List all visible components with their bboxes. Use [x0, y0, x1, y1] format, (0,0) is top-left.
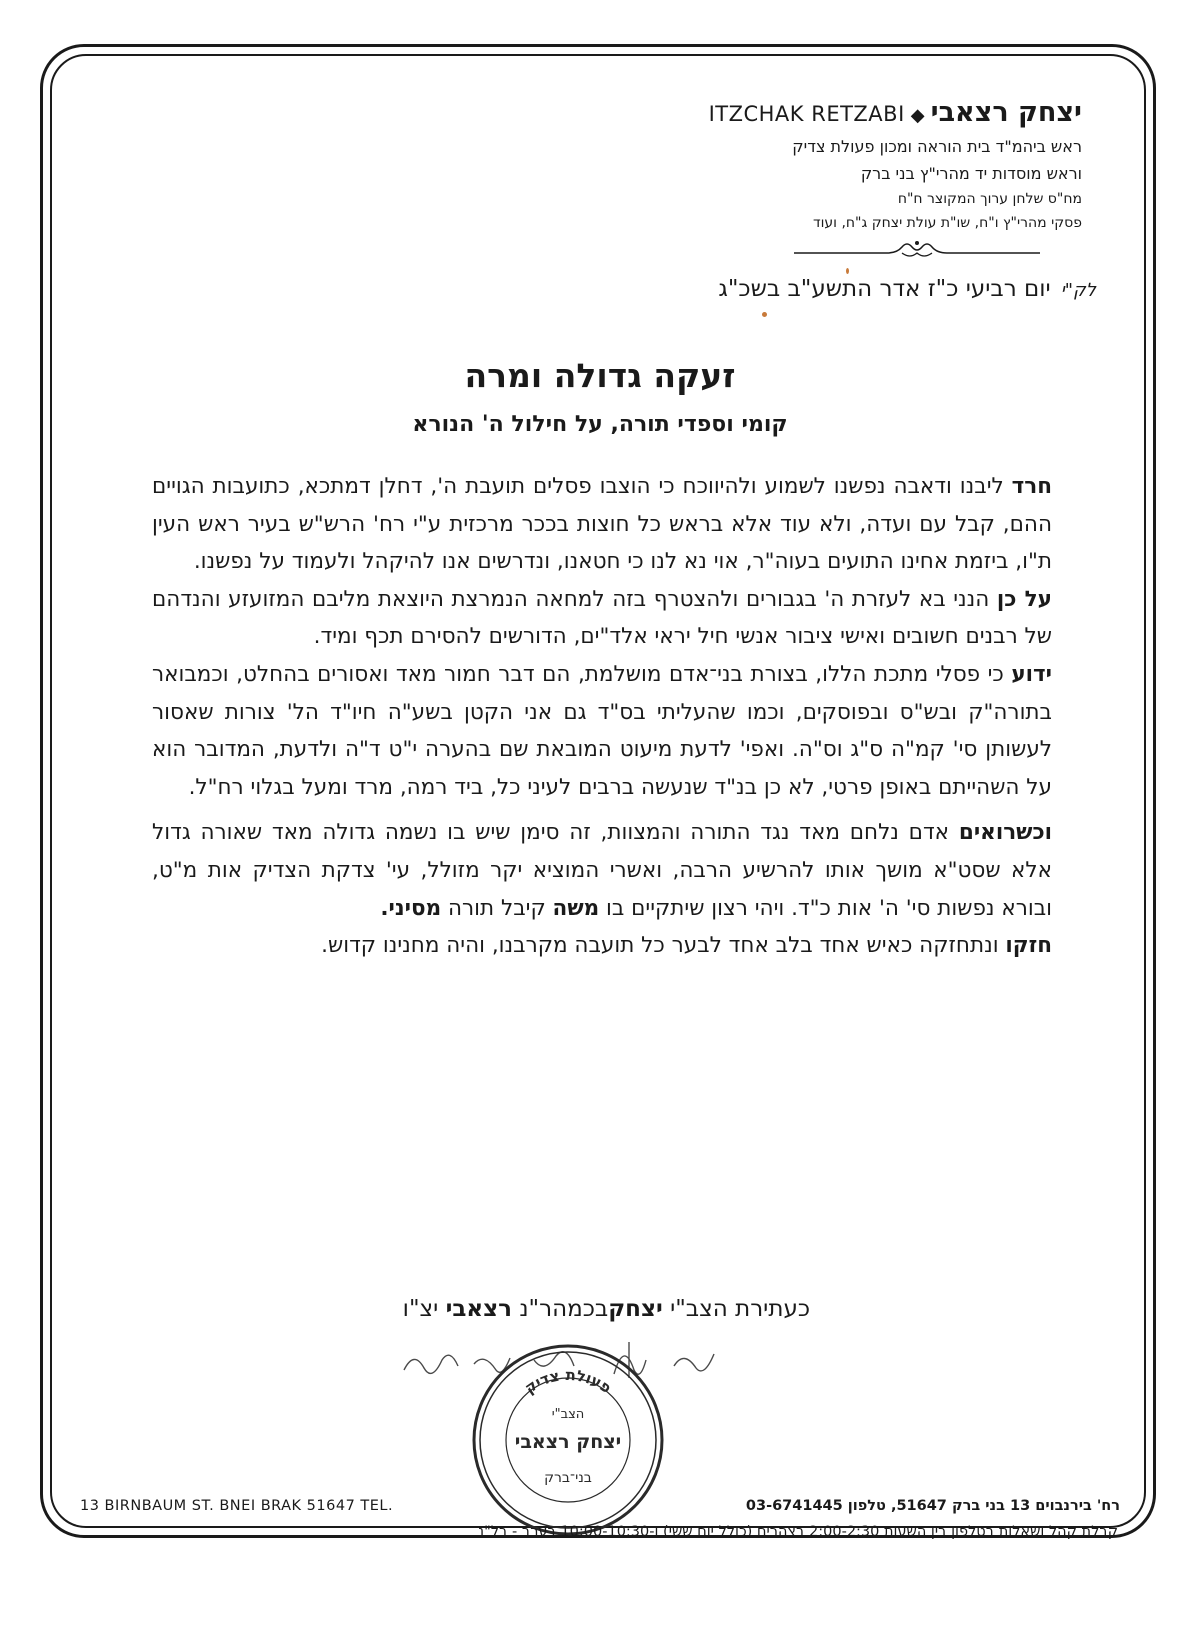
paragraph-4-text-a: אדם נלחם מאד נגד התורה והמצוות, זה סימן שיש בו נשמה גדולה מאד שאורה גדול אלא שסט"א מושך אותו להרשיע הרבה, ואשרי המוציא יקר מזולל, עי' צדקת הצדיק אות מ"ט, ובורא נפשות סי' ה' אות כ"ד. ויהי רצון שיתקיים בו	[152, 820, 1052, 921]
letter-body	[152, 468, 1052, 965]
closing-first-name: יצחק	[608, 1296, 663, 1322]
footer-address-english: 13 BIRNBAUM ST. BNEI BRAK 51647 TEL.	[80, 1498, 394, 1514]
hebrew-date: יום רביעי כ"ז אדר התשע"ב בשכ"ג	[718, 276, 1051, 302]
date-line	[396, 276, 1096, 302]
stamp-arc-text: פעולת צדיק	[521, 1365, 615, 1398]
paragraph-2-lead: על כן	[996, 586, 1052, 612]
letterhead-title-1: ראש ביהמ"ד בית הוראה ומכון פעולת צדיק	[792, 137, 1082, 156]
letterhead	[522, 96, 1082, 261]
paragraph-3-lead: ידוע	[1011, 661, 1052, 687]
paragraph-4-end: מסיני.	[380, 895, 442, 921]
footer-address-hebrew: רח' בירנבוים 13 בני ברק 51647, טלפון	[847, 1498, 1120, 1514]
closing-suffix: יצ"ו	[402, 1296, 439, 1322]
letterhead-name-english: ITZCHAK RETZABI	[708, 102, 905, 126]
closing-prefix: כעתירת הצב"י	[670, 1296, 810, 1322]
date-prefix: לק"י	[1060, 280, 1096, 301]
stamp-line-3: בני־ברק	[544, 1470, 592, 1486]
headline: זעקה גדולה ומרה	[464, 356, 736, 395]
diamond-icon: ◆	[910, 105, 925, 126]
paragraph-5-text: ונתחזקה כאיש אחד בלב אחד לבער כל תועבה מקרבנו, והיה מחנינו קדוש.	[321, 933, 999, 959]
paragraph-4-moshe: משה	[552, 895, 600, 921]
ink-speck	[846, 268, 849, 274]
letterhead-books-2: פסקי מהרי"ץ ו"ח, שו"ת עולת יצחק ג"ח, ועוד	[812, 215, 1082, 231]
closing-middle: בכמהר"נ	[519, 1296, 609, 1322]
paragraph-2-text: הנני בא לעזרת ה' בגבורים ולהצטרף בזה למחאה הנמרצת היוצאת מליבם המזועזע והנדהם של רבנים חשובים ואישי ציבור אנשי חיל יראי אלד"ים, הדורשים להסירם תכף ומיד.	[152, 586, 1052, 650]
closing-signoff	[403, 1296, 810, 1322]
footer-address-hebrew-group	[746, 1498, 1120, 1514]
paragraph-3-text: כי פסלי מתכת הללו, בצורת בני־אדם מושלמת, הם דבר חמור מאד ואסורים בהחלט, וכמבואר בתורה"ק ובש"ס ובפוסקים, וכמו שהעליתי בס"ד גם אני הקטן בשע"ה חיו"ד הל' צורות שאסור לעשותן סי' קמ"ה ס"ג וס"ה. ואפי' לדעת מיעוט המובאת שם בהערה י"ט ד"ה ולדעת, המדובר הוא על השהייתם באופן פרטי, לא כן בנ"ד שנעשה ברבים לעיני כל, ביד רמה, מרד ומעל בגלוי רח"ל.	[152, 661, 1052, 800]
paragraph-3	[152, 656, 1052, 806]
letterhead-name-row	[522, 96, 1082, 133]
paragraph-2	[152, 581, 1052, 656]
footer-address-row	[80, 1498, 1120, 1514]
paragraph-1-lead: חרד	[1011, 474, 1053, 499]
paragraph-1	[152, 468, 1052, 581]
paragraph-5-lead: חזקו	[1005, 933, 1052, 959]
letterhead-books-1: מח"ס שלחן ערוך המקוצר ח"ח	[897, 191, 1082, 207]
paragraph-4-lead: וכשרואים	[958, 820, 1052, 846]
closing-last-name: רצאבי	[445, 1296, 513, 1322]
stamp-line-2: יצחק רצאבי	[514, 1431, 622, 1453]
letterhead-name-hebrew: יצחק רצאבי	[930, 97, 1082, 128]
paragraph-4	[152, 814, 1052, 927]
footer-hours: קבלת קהל ושאלות בטלפון בין השעות 2:00-2:30 בצהרים (כולל יום ששי) ו-10:00-10:30 בערב - בל"נ	[478, 1524, 1118, 1540]
paragraph-5	[152, 927, 1052, 965]
paragraph-4-text-b: קיבל תורה	[447, 895, 546, 921]
paragraph-1-text: ליבנו ודאבה נפשנו לשמוע ולהיווכח כי הוצבו פסלים תועבת ה', דחלן דמתכא, כתועבות הגויים ההם, קבל עם ועדה, ולא עוד אלא בראש כל חוצות בככר מרכזית ע"י רח' הרש"ש בעיר ראש העין ת"ו, ביזמת אחינו התועים בעוה"ר, אוי נא לנו כי חטאנו, ונדרשים אנו להיקהל ולעמוד על נפשנו.	[152, 474, 1052, 575]
subheadline: קומי וספדי תורה, על חילול ה' הנורא	[412, 412, 788, 437]
stamp-line-1: הצב"י	[551, 1407, 585, 1422]
ink-speck	[762, 312, 767, 317]
footer-phone: 03-6741445	[745, 1498, 843, 1514]
letterhead-title-2: וראש מוסדות יד מהרי"ץ בני ברק	[860, 164, 1082, 183]
flourish-ornament-icon	[792, 235, 1042, 261]
